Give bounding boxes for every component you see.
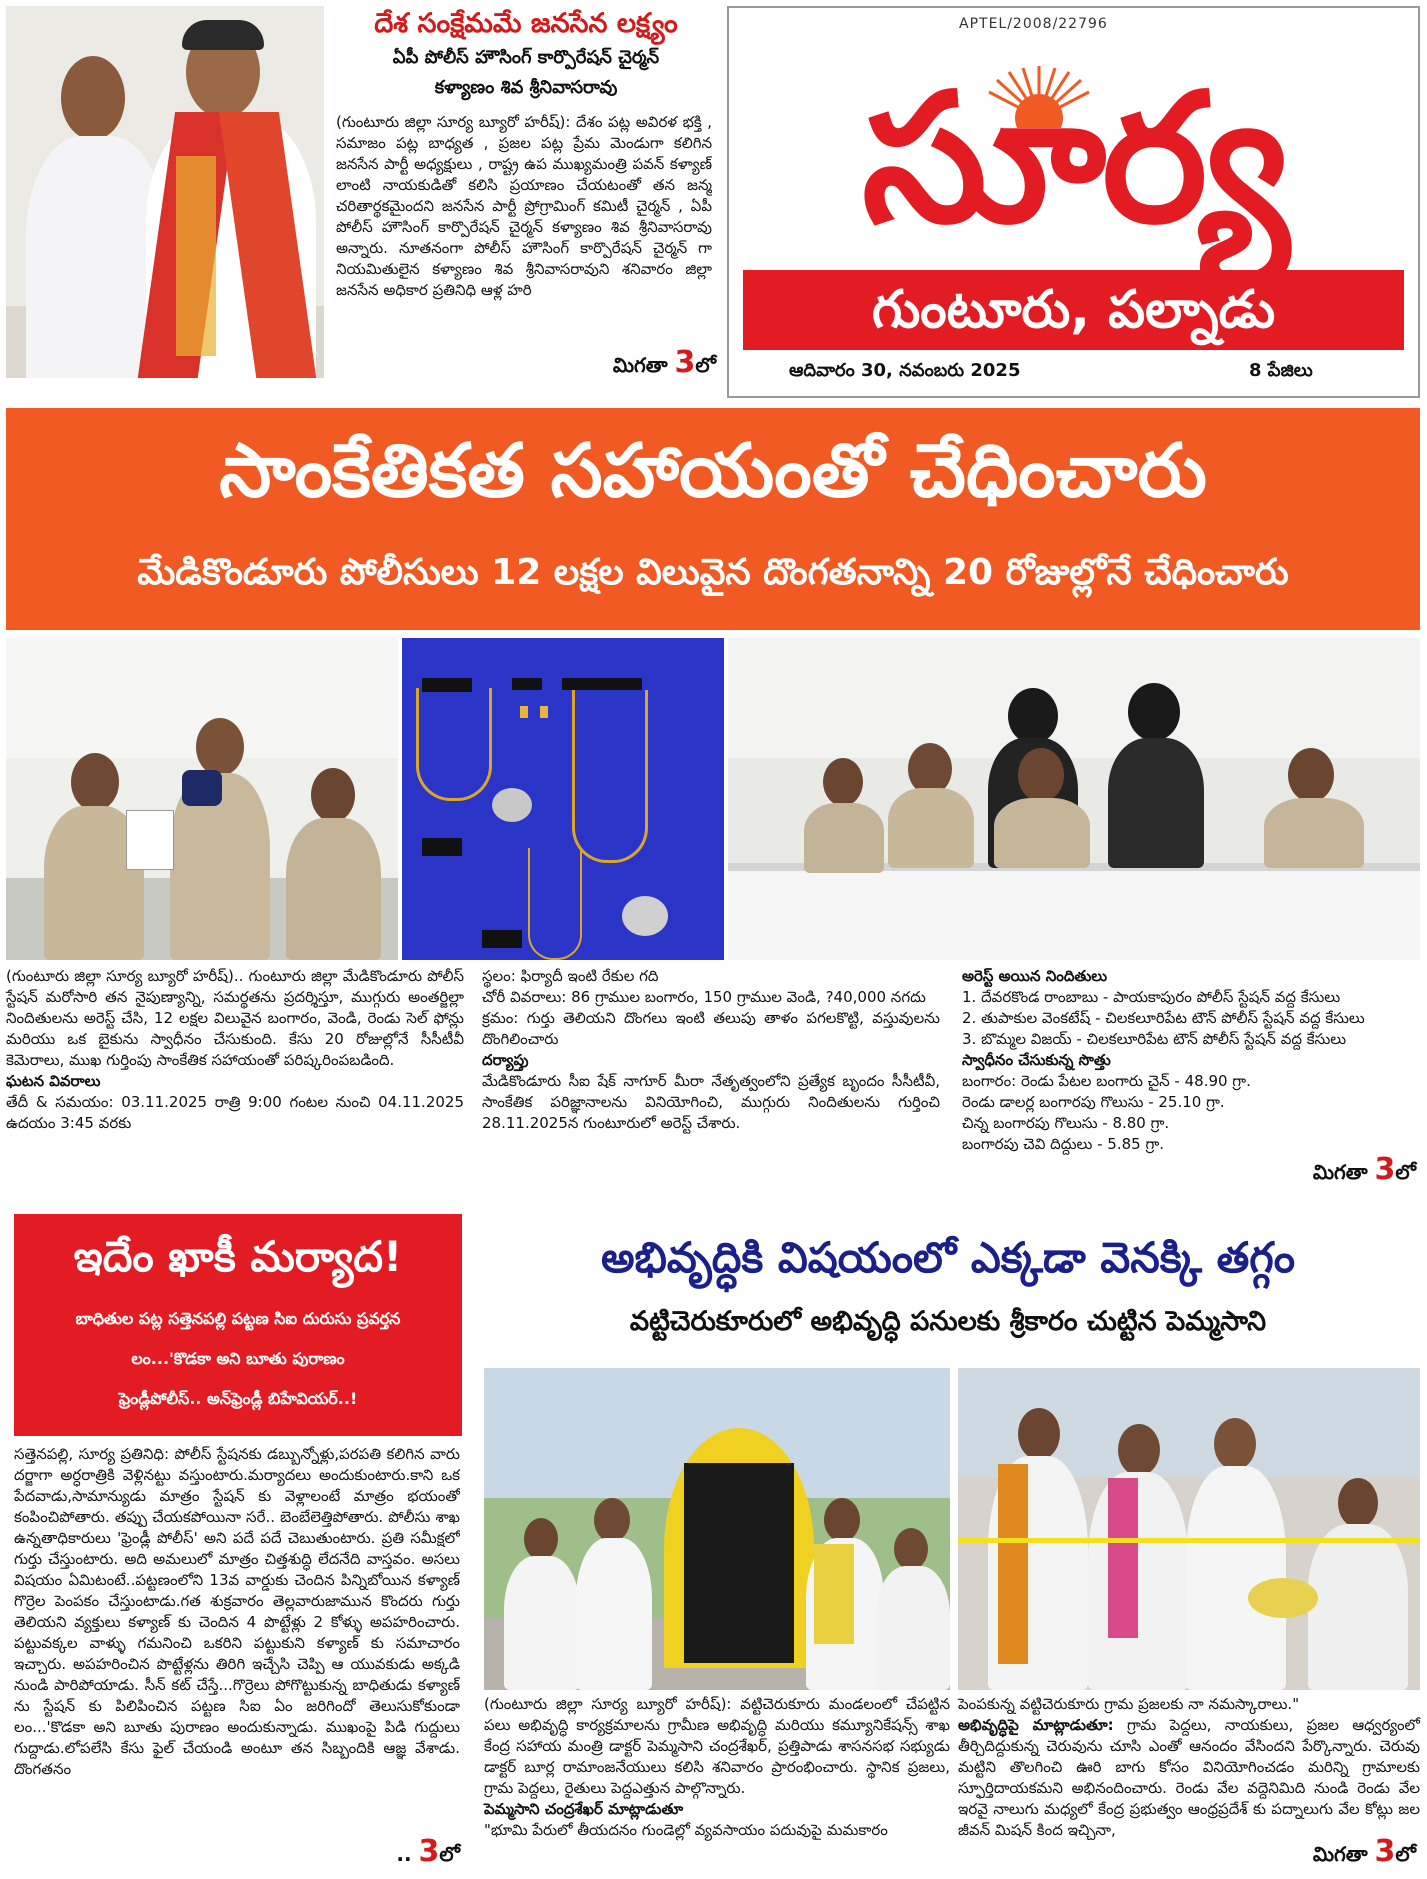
accused-item: 2. తుపాకుల వెంకటేష్ - చిలకలూరిపేట టౌన్ పోలీస్ స్టేషన్ వద్ద కేసులు: [962, 1009, 1365, 1027]
main-story-col2: [482, 966, 940, 1134]
top-story-subhead-name: కళ్యాణం శివ శ్రీనివాసరావు: [434, 77, 618, 98]
left-story-headline-box: [14, 1214, 462, 1300]
left-story-subhead: ఫ్రెండ్లీపోలీస్.. అన్‌ఫ్రెండ్లీ బిహేవియర్..!: [118, 1389, 358, 1408]
accused-heading: అరెస్ట్ అయిన నిందితులు: [962, 967, 1108, 985]
top-story-body: (గుంటూరు జిల్లా సూర్య బ్యూరో హరీష్): దేశం పట్ల అవిరళ భక్తి , సమాజం పట్ల బాధ్యత , ప్రజల పట్ల ప్రేమ మెండుగా కలిగిన జనసేన పార్టీ అధ్యక్షులు , రాష్ట్ర ఉప ముఖ్యమంత్రి పవన్ కళ్యాణ్ లాంటి నాయకుడితో కలిసి ప్రయాణం చేయటంతో తన జన్మ చరితార్థకమైందని జనసేన పార్టీ ప్రోగ్రామింగ్ కమిటీ చైర్మన్ , ఏపీ పోలీస్ హౌసింగ్ కార్పొరేషన్ చైర్మన్ కళ్యాణం శివ శ్రీనివాసరావు అన్నారు. నూతనంగా పోలీస్ హౌసింగ్ కార్పొరేషన్ చైర్మన్ గా నియమితులైన కళ్యాణం శివ శ్రీనివాసరావుని శనివారం జిల్లా జనసేన అధికార ప్రతినిధి ఆళ్ల హరి: [336, 113, 712, 299]
theft-method: క్రమం: గుర్తు తెలియని దొంగలు ఇంటి తలుపు తాళం పగలకొట్టి, వస్తువులను దొంగిలించారు: [482, 1009, 940, 1048]
development-paragraph: [958, 1715, 1420, 1841]
accused-item: 3. బొమ్మల విజయ్ - చిలకలూరిపేట టౌన్ పోలీస్ స్టేషన్ వద్ద కేసులు: [962, 1030, 1347, 1048]
top-story-continued[interactable]: [566, 345, 716, 382]
issue-date: ఆదివారం 30, నవంబరు 2025: [789, 360, 1021, 381]
incident-place: స్థలం: ఫిర్యాదీ ఇంటి రేకుల గది: [482, 967, 659, 985]
development-text: గ్రామ పెద్దలు, నాయకులు, ప్రజల ఆధ్వర్యంలో తీర్చిదిద్దుకున్న చెరువును చూసి ఎంతో ఆనందం వేసిందని పేర్కొన్నారు. చెరువు మట్టిని తొలగించి ఊరి బాగు కోసం వినియోగించడం మరిన్ని గ్రామాలకు స్ఫూర్తిదాయకమని అభినందించారు. రెండు వేల వద్దెనిమిది నుండి రెండు వేల ఇరవై నాలుగు మధ్యలో కేంద్ర ప్రభుత్వం ఆంధ్రప్రదేశ్ కు పద్నాలుగు వేల కోట్లు జల జీవన్ మిషన్ కింద ఇచ్చినా,: [958, 1716, 1420, 1839]
speech-quote: "భూమి పేరులో తీయదనం గుండెల్లో వ్యవసాయం పదువుపై మమకారం: [484, 1821, 888, 1839]
top-story-subhead: ఏపీ పోలీస్ హౌసింగ్ కార్పొరేషన్ చైర్మన్: [392, 47, 660, 68]
continued-prefix: ..: [396, 1842, 419, 1866]
right-story-continued[interactable]: [1250, 1834, 1416, 1871]
continued-prefix: మిగతా: [1312, 1160, 1375, 1184]
right-story-intro: (గుంటూరు జిల్లా సూర్య బ్యూరో హరీష్): వట్టిచెరుకూరు మండలంలో చేపట్టిన పలు అభివృద్ధి కార్యక్రమాలను గ్రామీణ అభివృద్ధి మరియు కమ్యూనికేషన్స్ శాఖ కేంద్ర సహాయ మంత్రి డాక్టర్ పెమ్మసాని చంద్రశేఖర్, ప్రత్తిపాడు శాసనసభ సభ్యుడు డాక్టర్ బూర్ల రామాంజనేయులు కలిసి శనివారం ప్రారంభించారు. స్థానిక ప్రజలు, గ్రామ పెద్దలు, రైతులు పెద్దఎత్తున పాల్గొన్నారు.: [484, 1695, 950, 1797]
top-story-headline: దేశ సంక్షేమమే జనసేన లక్ష్యం: [374, 8, 678, 39]
lead-banner: [6, 408, 1420, 630]
main-story-col3: [962, 966, 1420, 1155]
award-photo: [6, 638, 398, 960]
continued-page: 3: [418, 1834, 440, 1869]
right-story-headline: అభివృద్ధికి విషయంలో ఎక్కడా వెనక్కి తగ్గం: [600, 1233, 1296, 1282]
continued-page: 3: [1374, 1152, 1396, 1187]
masthead: [727, 6, 1420, 398]
seized-jewellery-photo: [402, 638, 724, 960]
left-story-headline: ఇదేం ఖాకీ మర్యాద!: [73, 1232, 403, 1281]
right-story-col1: [484, 1694, 950, 1841]
theft-details: చోరీ వివరాలు: 86 గ్రాముల బంగారం, 150 గ్రాముల వెండి, ?40,000 నగదు: [482, 988, 926, 1006]
main-story-col1: [6, 966, 464, 1134]
right-story-col2: [958, 1694, 1420, 1841]
seized-item: రెండు డాలర్ల బంగారపు గొలుసు - 25.10 గ్రా.: [962, 1093, 1225, 1111]
edition-bar: [743, 270, 1404, 350]
speech-greeting: పెంపకున్న వట్టిచెరుకూరు గ్రామ ప్రజలకు నా నమస్కారాలు.": [958, 1695, 1300, 1713]
inauguration-plaque-photo: [484, 1368, 950, 1690]
investigation-heading: దర్యాప్తు: [482, 1051, 529, 1069]
seized-heading: స్వాధీనం చేసుకున్న సొత్తు: [962, 1051, 1111, 1069]
left-story-subhead: లం...'కొడకా అని బూతు పురాణం: [131, 1349, 345, 1368]
press-meet-photo: [728, 638, 1420, 960]
speech-heading: పెమ్మసాని చంద్రశేఖర్ మాట్లాడుతూ: [484, 1800, 684, 1818]
right-story-subhead: వట్టిచెరుకూరులో అభివృద్ధి పనులకు శ్రీకారం చుట్టిన పెమ్మసాని: [629, 1306, 1267, 1337]
top-story-photo: [6, 6, 324, 378]
accused-item: 1. దేవరకొండ రాంబాబు - పాయకాపురం పోలీస్ స్టేషన్ వద్ద కేసులు: [962, 988, 1341, 1006]
main-story-intro: (గుంటూరు జిల్లా సూర్య బ్యూరో హరీష్).. గుంటూరు జిల్లా మేడికొండూరు పోలీస్ స్టేషన్ మరోసారి తన నైపుణ్యాన్ని, సమర్థతను ప్రదర్శిస్తూ, ముగ్గురు అంతర్జిల్లా నిందితులను అరెస్ట్ చేసి, 12 లక్షల విలువైన బంగారం, వెండి, రెండు సెల్ ఫోన్లు మరియు ఒక బైకును స్వాధీనం చేసుకుంది. కేసు 20 రోజుల్లోనే సీసీటీవీ కెమెరాలు, ముఖ గుర్తింపు సాంకేతిక సహాయంతో పరిష్కరింపబడింది.: [6, 967, 464, 1069]
seized-item: చిన్న బంగారపు గొలుసు - 8.80 గ్రా.: [962, 1114, 1170, 1132]
continued-suffix: లో: [439, 1842, 460, 1866]
continued-suffix: లో: [695, 353, 716, 377]
lead-subhead: మేడికొండూరు పోలీసులు 12 లక్షల విలువైన దొంగతనాన్ని 20 రోజుల్లోనే చేధించారు: [137, 552, 1289, 593]
seized-item: బంగారపు చెవి దిద్దులు - 5.85 గ్రా.: [962, 1135, 1165, 1153]
continued-suffix: లో: [1395, 1842, 1416, 1866]
continued-prefix: మిగతా: [1312, 1842, 1375, 1866]
investigation-details: మేడికొండూరు సీఐ షేక్ నాగూర్ మీరా నేతృత్వంలోని ప్రత్యేక బృందం సీసీటీవీ, సాంకేతిక పరిజ్ఞానాలను వినియోగించి, ముగ్గురు నిందితులను గుర్తించి 28.11.2025న గుంటూరులో అరెస్ట్ చేశారు.: [482, 1072, 940, 1132]
continued-page: 3: [1374, 1834, 1396, 1869]
continued-page: 3: [674, 345, 696, 380]
development-heading: అభివృద్ధిపై మాట్లాడుతూ:: [958, 1716, 1114, 1734]
left-story-body: సత్తెనపల్లి, సూర్య ప్రతినిధి: పోలీస్ స్టేషనకు డబ్బున్నోళ్లు,పరపతి కలిగిన వారు దర్జాగా అర్ధరాత్రికి వెళ్లినట్టు వస్తుంటారు.మర్యాదలు అందుకుంటారు.కాని ఒక పేదవాడు,సామాన్యుడు మాత్రం స్టేషన్ కు వెళ్లాలంటే మాత్రం భయంతో కంపించిపోతారు. తప్పు చేయకపోయినా సరే.. బెంబేలెత్తిపోతారు. పోలీసు శాఖ ఉన్నతాధికారులు 'ఫ్రెండ్లీ పోలీస్' అని పదే పదే చెబుతుంటారు. ప్రతి సమీక్షలో గుర్తు చేస్తుంటారు. అది అమలులో మాత్రం చిత్తశుద్ధి లేదనేది వాస్తవం. అసలు విషయం ఏమిటంటే..పట్టణంలోని 13వ వార్డుకు చెందిన పిన్నిబోయిన కళ్యాణ్ గొర్రెల పెంపకం చేస్తుంటాడు.గత శుక్రవారం తెల్లవారుజామున కొందరు గుర్తు తెలియని వ్యక్తులు కళ్యాణ్ కు చెందిన 4 పొట్టేళ్లు 2 కోళ్ళు అపహరించారు. పట్టువక్కల వాళ్ళు గమనించి ఒకరిని పట్టుకుని కళ్యాణ్ కు సమాచారం ఇచ్చారు. అపహరించిన పొట్టేళ్లను తిరిగి ఇచ్చేసి చెప్పి ఆ యువకుడు అక్కడి నుండి పారిపోయాడు. సీన్ కట్ చేస్తే...గొర్రెలు పోగొట్టుకున్న బాధితుడు కళ్యాణ్ ను స్టేషన్ కు పిలిపించిన పట్టణ సిఐ ఏం జరిగిందో తెలుసుకోకుండా లం...'కొడకా అని బూతు పురాణం అందుకున్నాడు. ముఖంపై పిడి గుద్దులు గుద్దాడు.లోపలేసి కేసు ఫైల్ చేయండి అంటూ తన సిబ్బందికి ఆజ్ఞ వేశాడు. దొంగతనం: [14, 1445, 460, 1778]
main-story-continued[interactable]: [1250, 1152, 1416, 1189]
left-story-subhead: బాధితుల పట్ల సత్తెనపల్లి పట్టణ సిఐ దురుసు ప్రవర్తన: [75, 1309, 401, 1328]
seized-item: బంగారం: రెండు పేటల బంగారు చైన్ - 48.90 గ్రా.: [962, 1072, 1251, 1090]
masthead-logo: సూర్య: [862, 55, 1285, 262]
lead-headline: సాంకేతికత సహాయంతో చేధించారు: [219, 428, 1207, 514]
edition-name: గుంటూరు, పల్నాడు: [871, 280, 1276, 340]
page-count: 8 పేజిలు: [1249, 360, 1313, 381]
ribbon-cutting-photo: [958, 1368, 1420, 1690]
incident-heading: ఘటన వివరాలు: [6, 1072, 101, 1090]
registration-number: APTEL/2008/22796: [959, 16, 1108, 32]
continued-prefix: మిగతా: [612, 353, 675, 377]
left-story-continued[interactable]: [300, 1834, 460, 1871]
incident-time: తేదీ & సమయం: 03.11.2025 రాత్రి 9:00 గంటల నుంచి 04.11.2025 ఉదయం 3:45 వరకు: [6, 1093, 464, 1132]
left-story-subhead-box: [14, 1300, 462, 1436]
continued-suffix: లో: [1395, 1160, 1416, 1184]
